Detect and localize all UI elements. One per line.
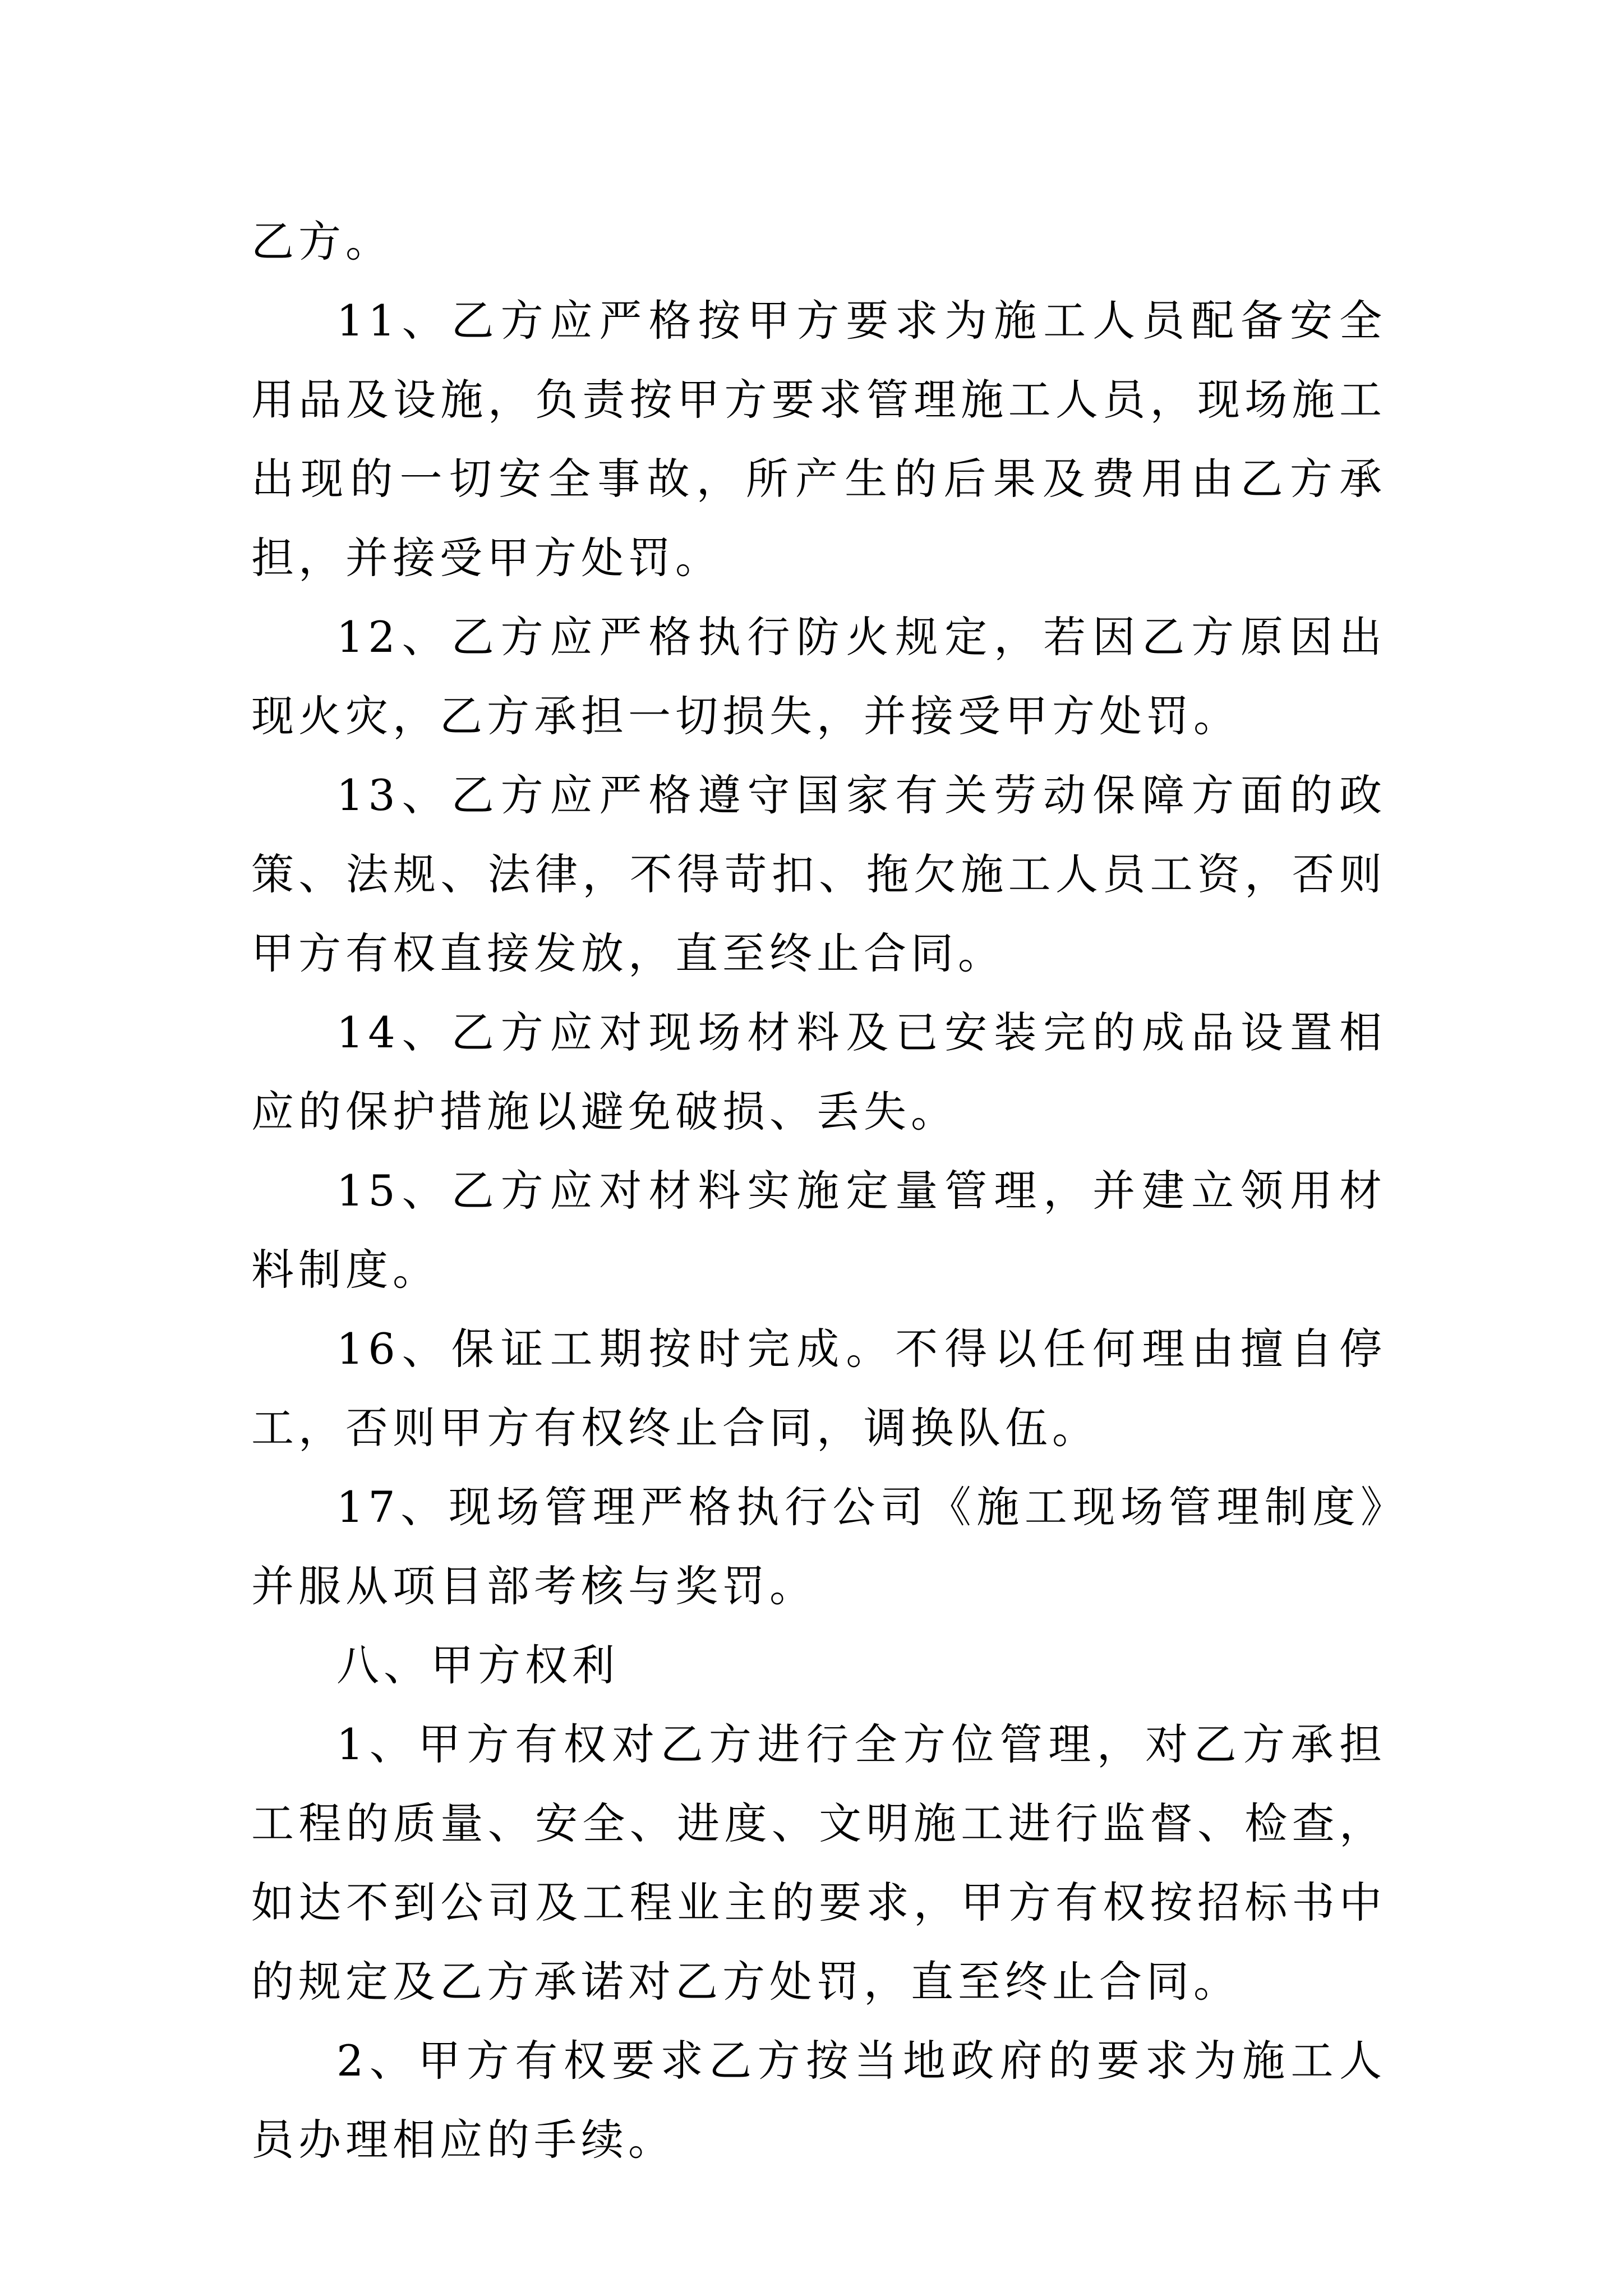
- paragraph-continuation: 乙方。: [251, 217, 393, 266]
- clause-15: 15、乙方应对材料实施定量管理，并建立领用材料制度。: [251, 1166, 1386, 1295]
- clause-12: 12、乙方应严格执行防火规定，若因乙方原因出现火灾，乙方承担一切损失，并接受甲方处罚。: [251, 612, 1386, 741]
- section-heading-party-a-rights: 八、甲方权利: [336, 1640, 619, 1690]
- clause-16: 16、保证工期按时完成。不得以任何理由擅自停工，否则甲方有权终止合同，调换队伍。: [251, 1324, 1386, 1453]
- clause-11: 11、乙方应严格按甲方要求为施工人员配备安全用品及设施，负责按甲方要求管理施工人员，现场施工出现的一切安全事故，所产生的后果及费用由乙方承担，并接受甲方处罚。: [251, 296, 1386, 583]
- clause-17: 17、现场管理严格执行公司《施工现场管理制度》并服从项目部考核与奖罚。: [251, 1482, 1386, 1611]
- document-body: [251, 202, 1386, 2179]
- rights-clause-2: 2、甲方有权要求乙方按当地政府的要求为施工人员办理相应的手续。: [251, 2036, 1386, 2165]
- clause-14: 14、乙方应对现场材料及已安装完的成品设置相应的保护措施以避免破损、丢失。: [251, 1007, 1386, 1137]
- rights-clause-1: 1、甲方有权对乙方进行全方位管理，对乙方承担工程的质量、安全、进度、文明施工进行监督、检查，如达不到公司及工程业主的要求，甲方有权按招标书中的规定及乙方承诺对乙方处罚，直至终止合同。: [251, 1719, 1386, 2007]
- clause-13: 13、乙方应严格遵守国家有关劳动保障方面的政策、法规、法律，不得苛扣、拖欠施工人员工资，否则甲方有权直接发放，直至终止合同。: [251, 770, 1386, 978]
